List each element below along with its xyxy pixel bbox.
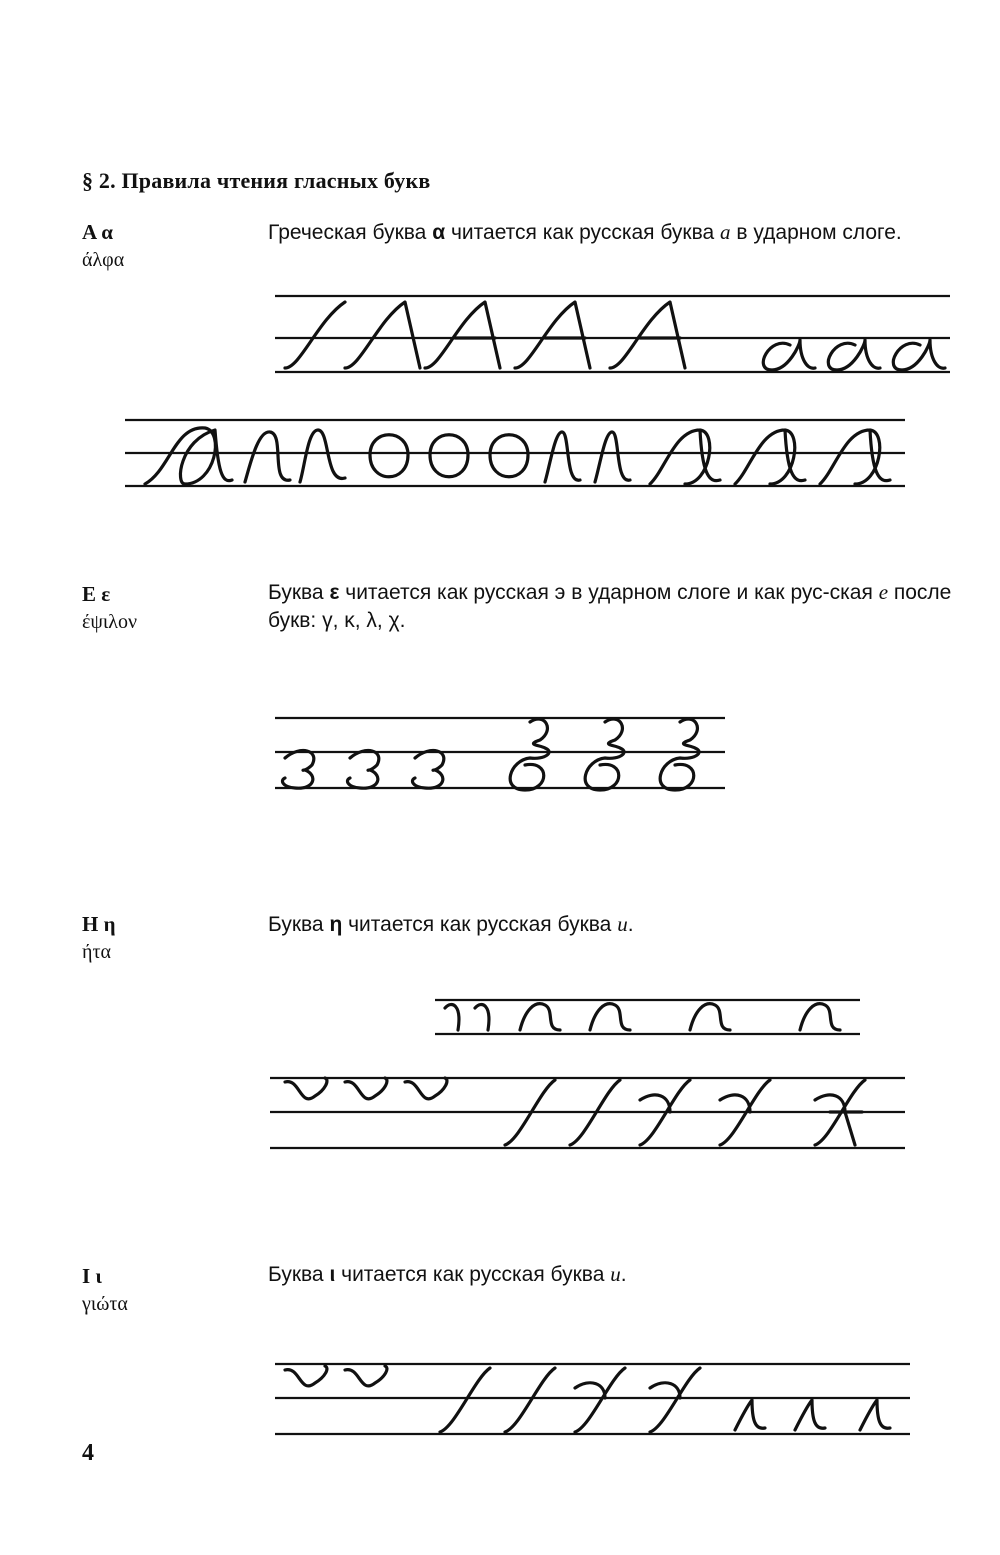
eta-glyph: η [329,913,343,936]
epsilon-practice-row [275,718,725,790]
letter-iota-caps: Ι ι [82,1264,102,1288]
letter-iota-name: γιώτα [82,1293,128,1315]
eta-practice-row-1 [435,1000,860,1034]
letter-alpha-caps: Α α [82,220,113,244]
epsilon-glyph: ε [329,581,340,604]
letter-epsilon-description: Буква ε читается как русская э в ударном слоге и как рус-ская е после букв: γ, κ, λ, χ. [268,580,952,632]
eta-practice-row-2 [270,1078,905,1148]
letter-alpha-name: άλφα [82,249,125,271]
letter-epsilon-name: έψιλον [82,611,138,633]
letter-eta-name: ήτα [82,941,111,963]
letter-epsilon-caps: Ε ε [82,582,111,606]
letter-alpha-description: Греческая буква α читается как русская буква а в ударном слоге. [268,220,902,244]
alpha-glyph: α [432,221,446,244]
iota-practice-row [275,1364,910,1434]
letter-eta-description: Буква η читается как русская буква и. [268,912,634,936]
section-title: § 2. Правила чтения гласных букв [82,168,431,193]
alpha-practice-row-2 [125,420,905,486]
alpha-practice-row-1 [275,296,950,372]
page-number: 4 [82,1440,94,1466]
iota-glyph: ι [329,1263,336,1286]
letter-iota-description: Буква ι читается как русская буква и. [268,1262,627,1286]
letter-eta-caps: Η η [82,912,116,936]
